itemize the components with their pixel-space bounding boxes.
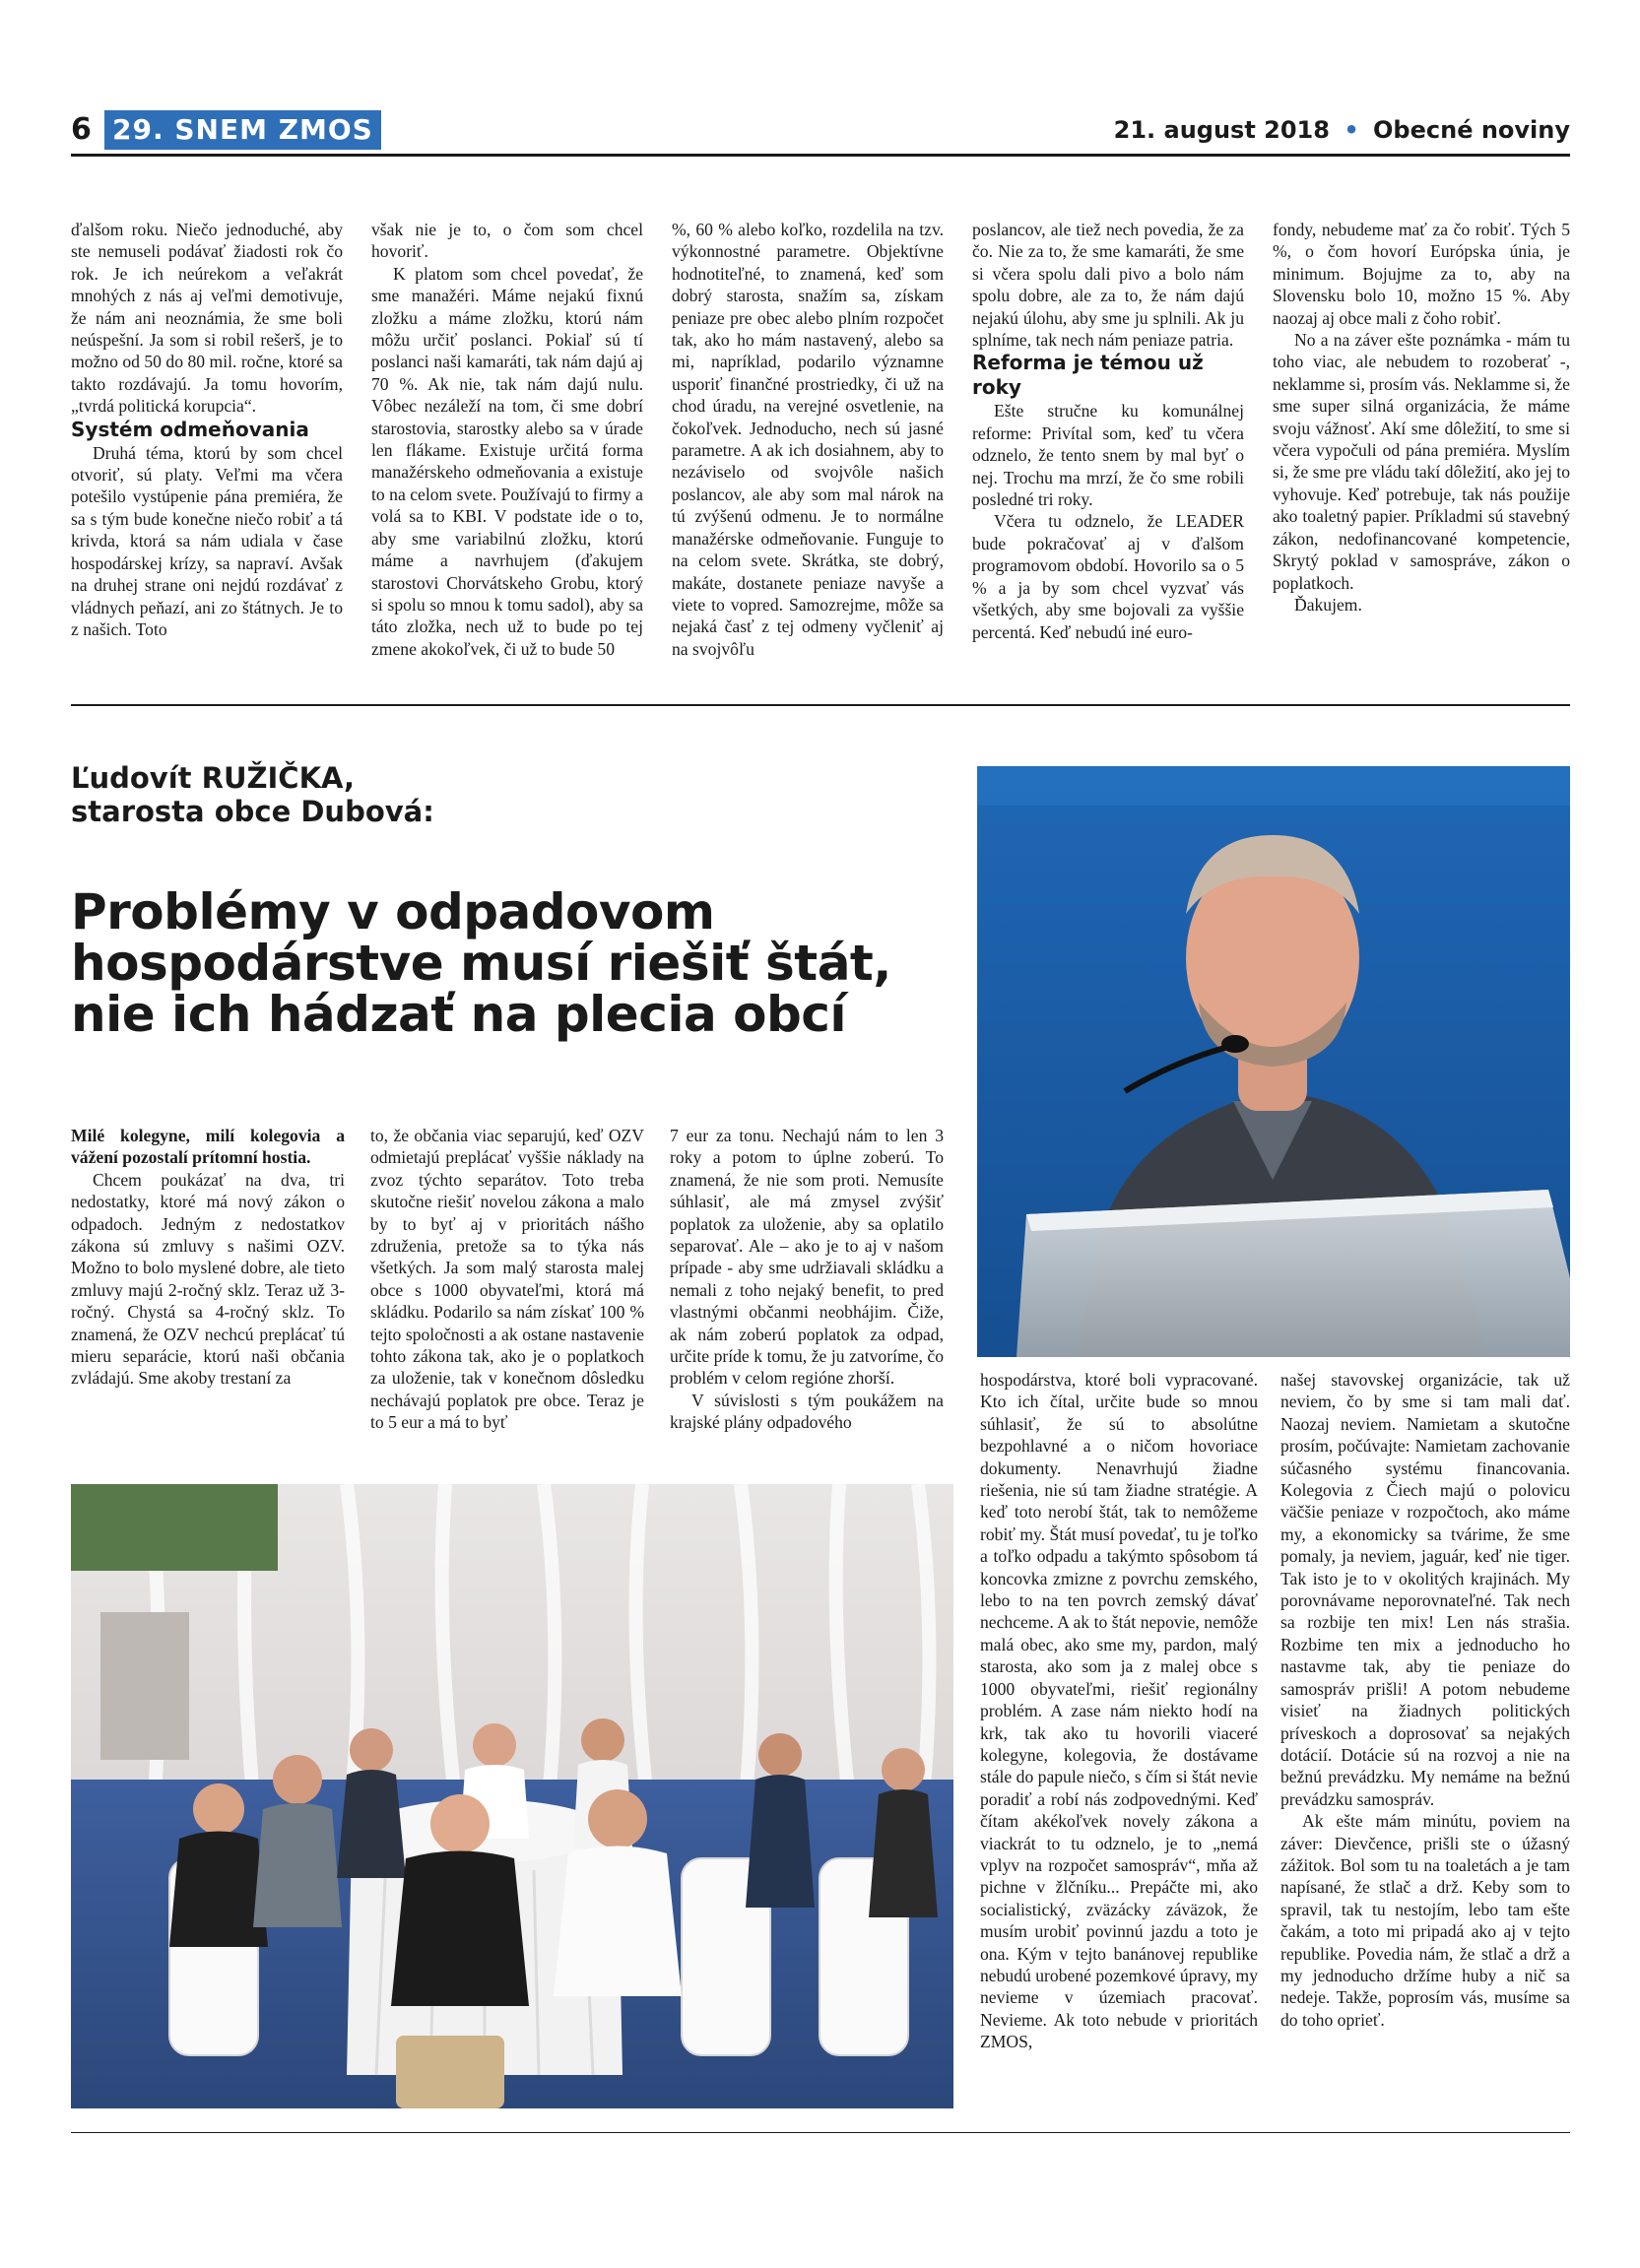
headline-line: Problémy v odpadovom [71, 883, 715, 940]
paragraph: fondy, nebudeme mať za čo robiť. Tých 5 %, o čom hovorí Európska únia, je minimum. Bojujme za to, aby na Slovensku bolo 10, možno 15 %. Aby naozaj aj obce mali z čoho robiť. [1273, 220, 1570, 328]
header-rule [71, 154, 1570, 157]
audience-photo-image [71, 1484, 953, 2108]
article-column-3 [670, 1125, 944, 1464]
article-column-1 [71, 1125, 345, 1464]
paragraph: No a na záver ešte poznámka - mám tu toho viac, ale nebudem to rozoberať -, neklamme si, prosím vás. Neklamme si, že sme super silná organizácia, že máme svoju vážnosť. Akí sme dôležití, to sme si včera vypočuli od pána premiéra. Myslím si, že sme pre vládu takí dôležití, ako jej to vyhovuje. Keď potrebuje, tak nás použije ako toaletný papier. Príkladmi sú stavebný zákon, nedofinancované kompetencie, Skrytý poklad v samospráve, zákon o poplatkoch. [1273, 330, 1570, 593]
article-column-2 [370, 1125, 644, 1464]
header-separator: • [1344, 116, 1359, 144]
top-column-1 [71, 219, 343, 681]
issue-date: 21. august 2018 [1113, 116, 1330, 144]
paragraph: našej stavovskej organizácie, tak už neviem, čo by sme si tam mali dať. Naozaj neviem. Namietam a skutočne prosím, počúvajte: Namietam zachovanie súčasného systému financovania. Kolegovia z Čiech majú o polovicu väčšie peniaze v rozpočtoch, ako máme my, a ekonomicky sa tvárime, že sme pomaly, ja neviem, jaguár, keď nie tiger. Tak isto je to v okolitých krajinách. My porovnávame neporovnateľné. Tak nech sa rozbije ten mix! Len nás strašia. Rozbime ten mix a jednoducho ho nastavme tak, aby tie peniaze do samospráv prišli! A potom nebudeme visieť na žiadnych politických príveskoch a doprosovať sa nejakých dotácií. Dotácie sú na rozvoj a nie na bežnú prevádzku. My nemáme na bežnú prevádzku samospráv. [1280, 1370, 1570, 1809]
paragraph: Ešte stručne ku komunálnej reforme: Privítal som, keď tu včera odznelo, že tento snem by mal byť o nej. Trochu ma mrzí, že čo sme robili posledné tri roky. [972, 401, 1244, 510]
top-column-5 [1273, 219, 1570, 681]
top-column-4 [972, 219, 1244, 681]
paragraph: K platom som chcel povedať, že sme manažéri. Máme nejakú fixnú zložku a máme zložku, ktorú nám môžu určiť poslanci. Pokiaľ sú tí poslanci naši kamaráti, tak nám dajú aj 70 %. Ak nie, tak nám dajú nulu. Vôbec nezáleží na tom, či sme dobrí starostovia, starostky alebo sa v úrade len flákame. Existuje určitá forma manažérskeho odmeňovania a existuje to na celom svete. Používajú to firmy a volá sa to KBI. V podstate ide o to, aby sme variabilnú zložku, ktorú máme a navrhujem (ďakujem starostovi Chorvátskeho Grobu, ktorý si spolu so mnou k tomu sadol), aby sa táto zložka, nech už to bude po tej zmene akokoľvek, či už to bude 50 [371, 263, 643, 659]
paragraph: Ak ešte mám minútu, poviem na záver: Dievčence, prišli ste o úžasný zážitok. Bol som tu na toaletách a je tam napísané, že stlač a drž. Keby som to spravil, tak tu nestojím, lebo tam ešte čakám, a toto mi pripadá ako aj v tejto republike. Povedia nám, že stlač a drž a my jednoducho držíme huby a nič sa nedeje. Takže, poprosím vás, musíme sa do toho oprieť. [1280, 1811, 1570, 2030]
headline-line: hospodárstve musí riešiť štát, [71, 935, 891, 992]
paragraph: to, že občania viac separujú, keď OZV odmietajú preplácať vyššie náklady na zvoz týchto separátov. Toto treba skutočne riešiť novelou zákona a malo by to byť aj v prioritách nášho združenia, pretože sa to týka nás všetkých. Ja som malý starosta malej obce s 1000 obyvateľmi, ktorá má skládku. Podarilo sa nám získať 100 % tejto spoločnosti a ak ostane nastavenie tohto zákona tak, ako je o poplatkoch za uloženie, tak v konečnom dôsledku nechávajú poplatok pre obce. Teraz je to 5 eur a má to byť [370, 1126, 644, 1433]
article-headline [71, 883, 957, 1043]
top-column-2 [371, 219, 643, 681]
author-role: starosta obce Dubová: [71, 795, 434, 828]
paragraph: hospodárstva, ktoré boli vypracované. Kto ich čítal, určite bude so mnou súhlasiť, že sú to absolútne bezpohlavné a o ničom hovoriace dokumenty. Nenavrhujú žiadne riešenia, nie sú tam žiadne stratégie. A keď toto nerobí štát, tak to nemôžeme robiť my. Štát musí povedať, tu je toľko a toľko odpadu a takýmto spôsobom tá koncovka zmizne z povrchu zemského, lebo to na ten povrch zemský dávať nechceme. A ak to štát nepovie, nemôže malá obec, ako sme my, pardon, malý starosta, ako som ja z malej obce s 1000 obyvateľmi, riešiť regionálny problém. A zase nám niekto hodí na krk, tak ako tu hovorili viaceré kolegyne, kolegovia, že dostávame stále do papule niečo, s čím si štát nevie poradiť a robí nás zodpovednými. Keď čítam akékoľvek novely zákona a viackrát to tu odznelo, je to „nemá vplyv na rozpočet samospráv“, mňa až pichne v žlčníku... Prepáčte mi, ako socialistický, zväzácky záväzok, že musím urobiť povinnú jazdu a toto je ona. Kým v tejto banánovej republike nebudú urobené pozemkové úpravy, my nevieme v územiach pracovať. Nevieme. Ak toto nebude v prioritách ZMOS, [980, 1370, 1258, 2052]
paragraph: však nie je to, o čom som chcel hovoriť. [371, 220, 643, 262]
page-header [71, 110, 1570, 152]
paragraph: Druhá téma, ktorú by som chcel otvoriť, sú platy. Veľmi ma včera potešilo vystúpenie pána premiéra, že sa s tým bude konečne niečo robiť a tá krivda, ktorá sa nám udiala v čase hospodárskej krízy, sa napraví. Avšak na druhej strane oni nejdú rozdávať z vládnych peňazí, ani zo štátnych. Je to z našich. Toto [71, 442, 343, 639]
paragraph: Chcem poukázať na dva, tri nedostatky, ktoré má nový zákon o odpadoch. Jedným z nedostatkov zákona sú zmluvy s našimi OZV. Možno to bolo myslené dobre, ale tieto zmluvy majú 2-ročný sklz. Teraz už 3-ročný. Chystá sa 4-ročný sklz. To znamená, že OZV nechcú preplácať tú mieru separácie, ktorú naši občania zvládajú. Sme akoby trestaní za [71, 1169, 345, 1389]
page-number: 6 [71, 112, 92, 147]
issue-info [1114, 110, 1570, 150]
speaker-photo-image [977, 766, 1570, 1357]
section-label: 29. SNEM ZMOS [104, 110, 381, 150]
author-name: Ľudovít RUŽIČKA, [71, 761, 356, 795]
article-column-5 [1280, 1369, 1570, 2122]
publication-name: Obecné noviny [1373, 116, 1570, 144]
paragraph: %, 60 % alebo koľko, rozdelila na tzv. výkonnostné parametre. Objektívne hodnotiteľné, to znamená, keď som dobrý starosta, snažím sa, získam peniaze pre obec alebo plním rozpočet tak, ako ho mám nastavený, alebo sa mi, napríklad, podarilo významne usporiť finančné prostriedky, či už na chod úradu, na verejné osvetlenie, na čokoľvek. Jednoducho, nech sú jasné parametre. A ak ich dosiahnem, aby to nezáviselo od svojvôle našich poslancov, ale aby som mal nárok na tú zvýšenú odmenu. Je to normálne manažérske odmeňovanie. Funguje to na celom svete. Skrátka, ste dobrý, makáte, dostanete peniaze navyše a viete to vopred. Samozrejme, môže sa nejaká časť z tej odmeny vyčleniť aj na svojvôľu [672, 220, 944, 659]
article-column-4 [980, 1369, 1258, 2122]
headline-line: nie ich hádzať na plecia obcí [71, 986, 847, 1043]
greeting: Milé kolegyne, milí kolegovia a vážení pozostalí prítomní hostia. [71, 1126, 345, 1168]
paragraph: Včera tu odznelo, že LEADER bude pokračovať aj v ďalšom programovom období. Hovorilo sa o 5 % a ja by som chcel vyzvať vás všetkých, aby sme bojovali za vyššie percentá. Keď nebudú iné euro- [972, 511, 1244, 642]
paragraph: ďalšom roku. Niečo jednoduché, aby ste nemuseli podávať žiadosti rok čo rok. Je ich neúrekom a veľakrát mnohých z nás aj veľmi demotivuje, že nám ani neoznámia, že sme boli neúspešní. Ja som si robil rešerš, je to možno od 50 do 80 mil. ročne, ktoré sa takto rozdávajú. Ja tomu hovorím, „tvrdá politická korupcia“. [71, 220, 343, 417]
subheading: Systém odmeňovania [71, 417, 309, 441]
audience-photo [71, 1484, 953, 2108]
subheading: Reforma je témou už roky [972, 351, 1204, 400]
paragraph: Ďakujem. [1294, 594, 1362, 615]
top-column-3 [672, 219, 944, 681]
section-divider [71, 704, 1570, 706]
speaker-photo [977, 766, 1570, 1357]
paragraph: V súvislosti s tým poukážem na krajské plány odpadového [670, 1390, 944, 1433]
article-author [71, 761, 879, 828]
paragraph: poslancov, ale tiež nech povedia, že za čo. Nie za to, že sme kamaráti, že sme si včera spolu dali pivo a bolo nám spolu dobre, ale za to, že nám dajú nejakú úlohu, aby sme ju splnili. Ak ju splníme, tak nech nám peniaze patria. [972, 220, 1244, 351]
paragraph: 7 eur za tonu. Nechajú nám to len 3 roky a potom to úplne zoberú. To znamená, že nie som proti. Nemusíte súhlasiť, ale má zmysel zvýšiť poplatok za uloženie, aby sa oplatilo separovať. Ale – ako je to aj v našom prípade - aby sme udržiavali skládku a nemali z toho nejaký benefit, to pred vlastnými občanmi neobhájim. Čiže, ak nám zoberú poplatok za odpad, určite príde k tomu, že ju zatvoríme, čo problém v celom regióne zhorší. [670, 1126, 944, 1389]
bottom-rule [71, 2132, 1570, 2133]
